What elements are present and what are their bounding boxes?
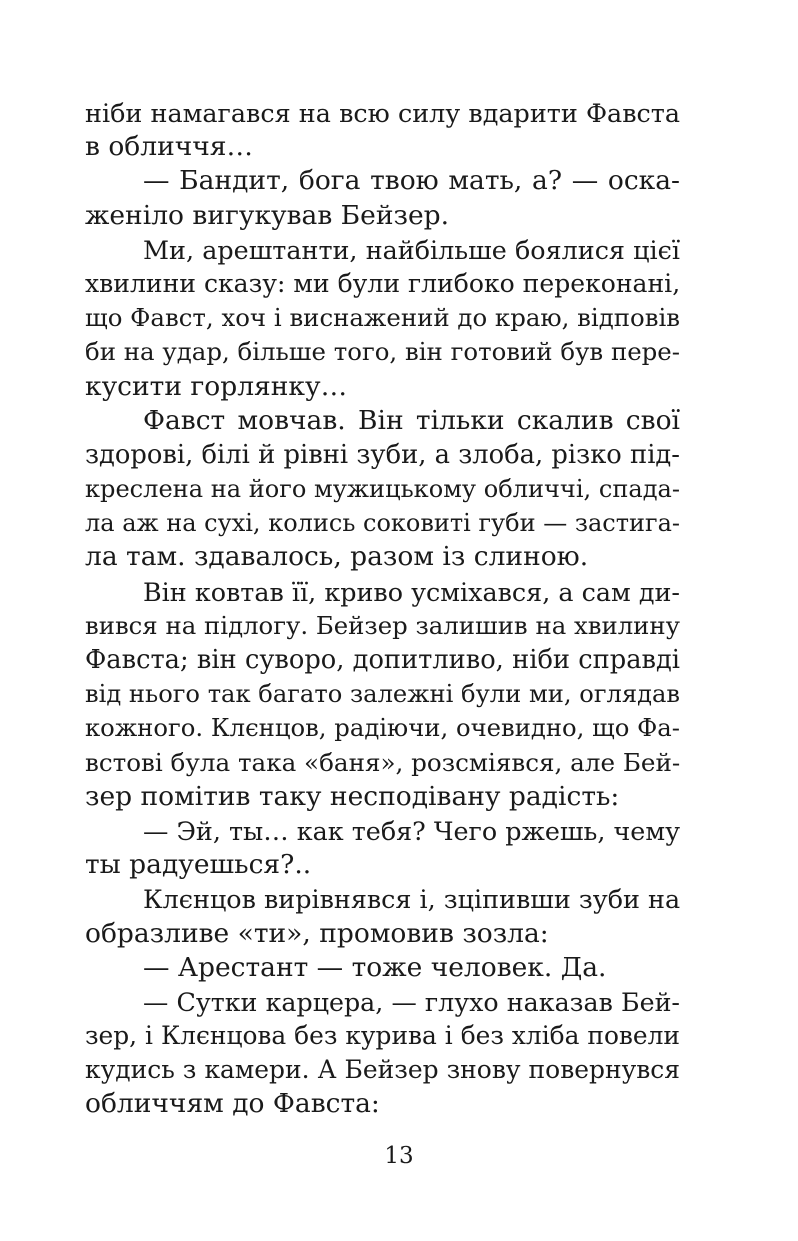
- text-line: ла там. здавалось, разом із слиною.: [85, 541, 589, 573]
- text-line: вився на підлогу. Бейзер залишив на хвилину: [85, 610, 680, 640]
- text-line: обличчям до Фавста:: [85, 1088, 380, 1120]
- text-line: ты радуешься?..: [85, 849, 312, 881]
- text-line: кожного. Клєнцов, радіючи, очевидно, що Фа-: [85, 713, 680, 743]
- text-line: від нього так багато залежні були ми, оглядав: [85, 680, 680, 709]
- text-line: що Фавст, хоч і виснажений до краю, відповів: [85, 303, 680, 333]
- text-line: образливе «ти», промовив зозла:: [85, 917, 549, 949]
- text-line: Фавст мовчав. Він тільки скалив свої: [143, 404, 680, 436]
- book-page-text: [85, 96, 680, 1122]
- text-line: женіло вигукував Бейзер.: [85, 199, 450, 231]
- text-line: Ми, арештанти, найбільше боялися цієї: [143, 234, 680, 265]
- text-line: — Эй, ты… как тебя? Чего ржешь, чему: [143, 815, 681, 846]
- text-line: зер помітив таку несподівану радість:: [85, 780, 620, 812]
- text-line: ніби намагався на всю силу вдарити Фавста: [85, 98, 680, 128]
- text-line: Фавста; він суворо, допитливо, ніби справді: [85, 645, 680, 675]
- text-line: встові була така «баня», розсміявся, але Бей-: [85, 747, 681, 777]
- text-line: — Бандит, бога твою мать, а? — оска-: [143, 165, 680, 197]
- text-line: зер, і Клєнцова без курива і без хліба повели: [85, 1021, 680, 1051]
- page-number: 13: [384, 1143, 414, 1169]
- text-line: Клєнцов вирівнявся і, зціпивши зуби на: [143, 884, 681, 915]
- text-line: хвилини сказу: ми були глибоко переконані,: [85, 268, 681, 298]
- text-line: ла аж на сухі, колись соковиті губи — застига-: [85, 509, 680, 538]
- text-line: — Арестант — тоже человек. Да.: [143, 951, 607, 983]
- text-line: — Сутки карцера, — глухо наказав Бей-: [143, 986, 680, 1017]
- text-line: Він ковтав її, криво усміхався, а сам ди-: [143, 576, 680, 607]
- text-line: кусити горлянку…: [85, 370, 348, 402]
- text-line: кудись з камери. А Бейзер знову повернувся: [85, 1055, 680, 1085]
- text-line: би на удар, більше того, він готовий був пере-: [85, 337, 680, 367]
- text-line: в обличчя…: [85, 131, 254, 163]
- text-line: креслена на його мужицькому обличчі, спада-: [85, 475, 680, 504]
- text-line: здорові, білі й рівні зуби, а злоба, різко під-: [85, 439, 680, 470]
